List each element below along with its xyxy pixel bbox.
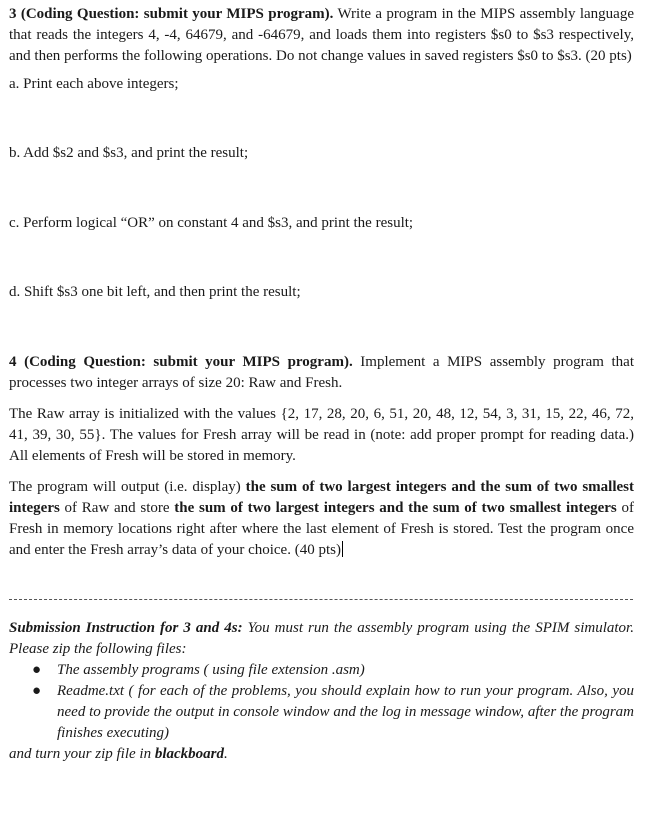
output-bold-2: the sum of two largest integers and the sum of two smallest integers [174,500,617,516]
question-4-paragraph [9,352,634,394]
submission-list [9,660,634,744]
question-3-part-a: a. Print each above integers; [9,76,179,92]
dashed-separator [9,599,633,600]
question-3-heading: 3 (Coding Question: submit your MIPS program). [9,6,334,22]
output-bold-1: the sum of two largest integers and the sum of two smallest integers [9,479,635,516]
question-3-paragraph [9,4,634,67]
bullet-icon: ● [32,662,42,678]
raw-array-paragraph: The Raw array is initialized with the values {2, 17, 28, 20, 6, 51, 20, 48, 12, 54, 3, 31, 15, 22, 46, 72, 41, 39, 30, 55}. The values for Fresh array will be read in (note: add proper prompt for reading data.) All elements of Fresh will be stored in memory. [9,406,634,464]
text-cursor [342,541,343,557]
blackboard-word: blackboard [154,746,225,762]
output-paragraph[interactable] [9,477,634,561]
question-3-part-c: c. Perform logical “OR” on constant 4 and $s3, and print the result; [9,215,414,231]
submission-paragraph [9,618,634,660]
submission-heading: Submission Instruction for 3 and 4s: [9,620,243,636]
question-4-heading: 4 (Coding Question: submit your MIPS program). [9,354,353,370]
submission-item-asm-text: The assembly programs ( using file extension .asm) [57,662,365,678]
bullet-icon: ● [32,683,42,699]
output-text-1: The program will output (i.e. display) [9,479,246,495]
submission-text: You must run the assembly program using the SPIM simulator. Please zip the following files: [9,620,634,657]
question-3-body: Write a program in the MIPS assembly language that reads the integers 4, -4, 64679, and -64679, and loads them into registers $s0 to $s3 respectively, and then performs the following operations. Do not change values in saved registers $s0 to $s3. (20 pts) [9,6,634,64]
submission-closing [9,744,634,765]
question-3-part-b: b. Add $s2 and $s3, and print the result; [9,145,249,161]
question-4-intro: Implement a MIPS assembly program that processes two integer arrays of size 20: Raw and Fresh. [9,354,634,391]
submission-item-asm [32,660,634,681]
output-text-3: of Fresh in memory locations right after where the last element of Fresh is stored. Test the program once and enter the Fresh array’s data of your choice. (40 pts) [9,500,635,558]
document [9,4,634,765]
question-3-part-d: d. Shift $s3 one bit left, and then print the result; [9,284,301,300]
submission-item-readme [32,681,634,744]
closing-text: and turn your zip file in [9,746,155,762]
submission-section [9,618,634,765]
closing-period: . [224,746,228,762]
submission-item-readme-text: Readme.txt ( for each of the problems, you should explain how to run your program. Also, you need to provide the output in console window and the log in message window, after the program finishes executing) [57,683,634,741]
output-text-2: of Raw and store [59,500,175,516]
